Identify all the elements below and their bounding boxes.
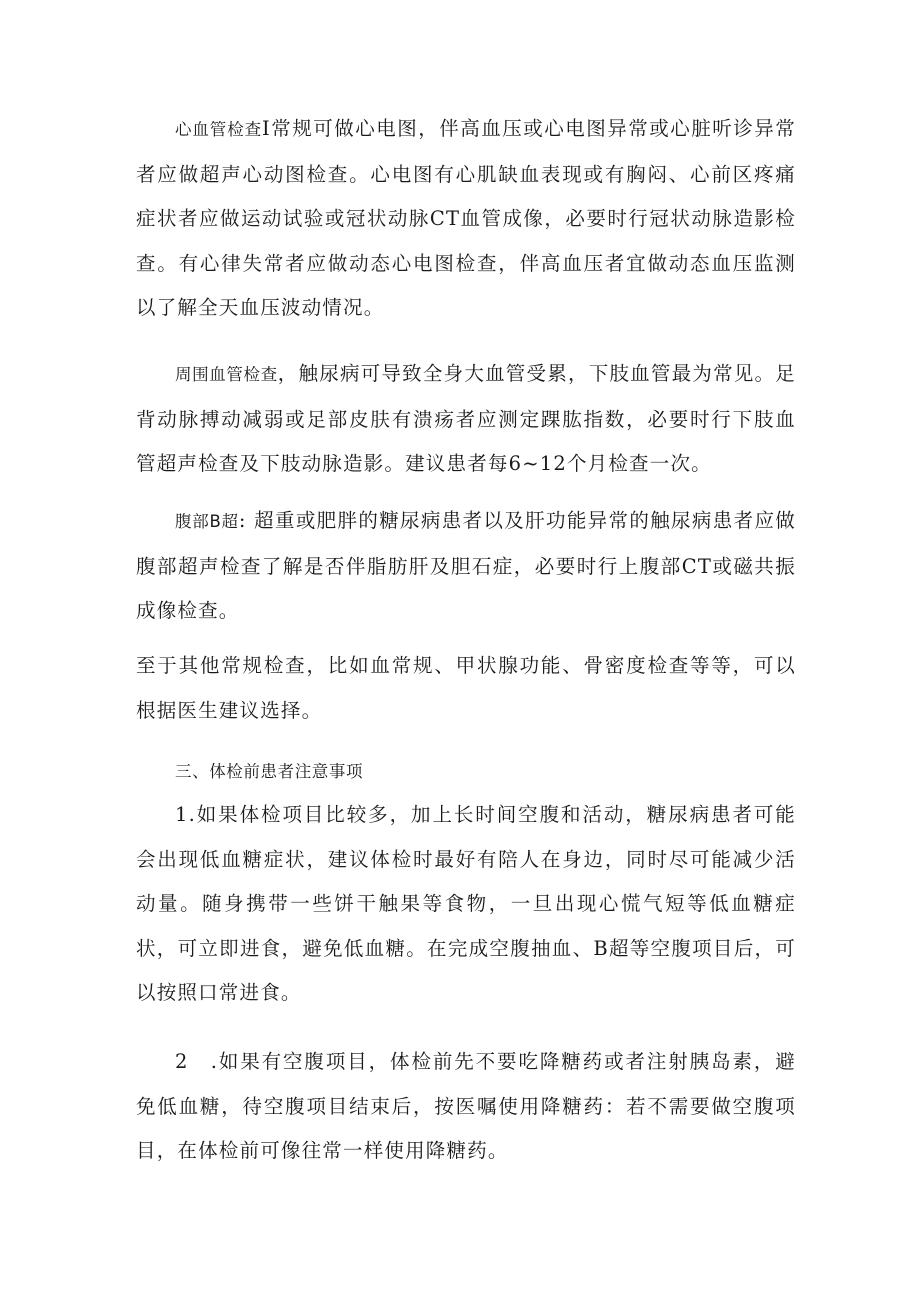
cardiovascular-lead: 心血管检查 bbox=[175, 120, 263, 139]
peripheral-vascular-paragraph bbox=[136, 352, 796, 487]
peripheral-vascular-lead: 周围血管检查 bbox=[175, 365, 278, 384]
other-checks-paragraph: 至于其他常规检查，比如血常规、甲状腺功能、骨密度检查等等，可以根据医生建议选择。 bbox=[136, 654, 796, 722]
cardiovascular-paragraph bbox=[136, 107, 796, 331]
item-2-paragraph: 2 .如果有空腹项目，体检前先不要吃降糖药或者注射胰岛素，避免低血糖，待空腹项目结束后，按医嘱使用降糖药：若不需要做空腹项目，在体检前可像往常一样使用降糖药。 bbox=[136, 1050, 796, 1162]
item-1-paragraph: 1.如果体检项目比较多，加上长时间空腹和活动，糖尿病患者可能会出现低血糖症状，建议体检时最好有陪人在身边，同时尽可能减少活动量。随身携带一些饼干触果等食物，一旦出现心慌气短等低血糖症状，可立即进食，避免低血糖。在完成空腹抽血、B超等空腹项目后，可以按照口常进食。 bbox=[136, 803, 796, 1004]
abdominal-ultrasound-lead: 腹部B超 bbox=[175, 512, 239, 531]
cardiovascular-body: I常规可做心电图，伴高血压或心电图异常或心脏听诊异常者应做超声心动图检查。心电图有心肌缺血表现或有胸闷、心前区疼痛症状者应做运动试验或冠状动脉CT血管成像，必要时行冠状动脉造影检查。有心律失常者应做动态心电图检查，伴高血压者宜做动态血压监测以了解全天血压波动情况。 bbox=[136, 117, 796, 319]
abdominal-ultrasound-body: : 超重或肥胖的糖尿病患者以及肝功能异常的触尿病患者应做腹部超声检查了解是否伴脂肪肝及胆石症，必要时行上腹部CT或磁共振成像检查。 bbox=[136, 509, 796, 622]
abdominal-ultrasound-paragraph bbox=[136, 499, 796, 634]
peripheral-vascular-body: ，触尿病可导致全身大血管受累，下肢血管最为常见。足背动脉搏动减弱或足部皮肤有溃疡者应测定踝肱指数，必要时行下肢血管超声检查及下肢动脉造影。建议患者每6~12个月检查一次。 bbox=[136, 362, 796, 475]
section-heading: 三、体检前患者注意事项 bbox=[175, 762, 364, 781]
